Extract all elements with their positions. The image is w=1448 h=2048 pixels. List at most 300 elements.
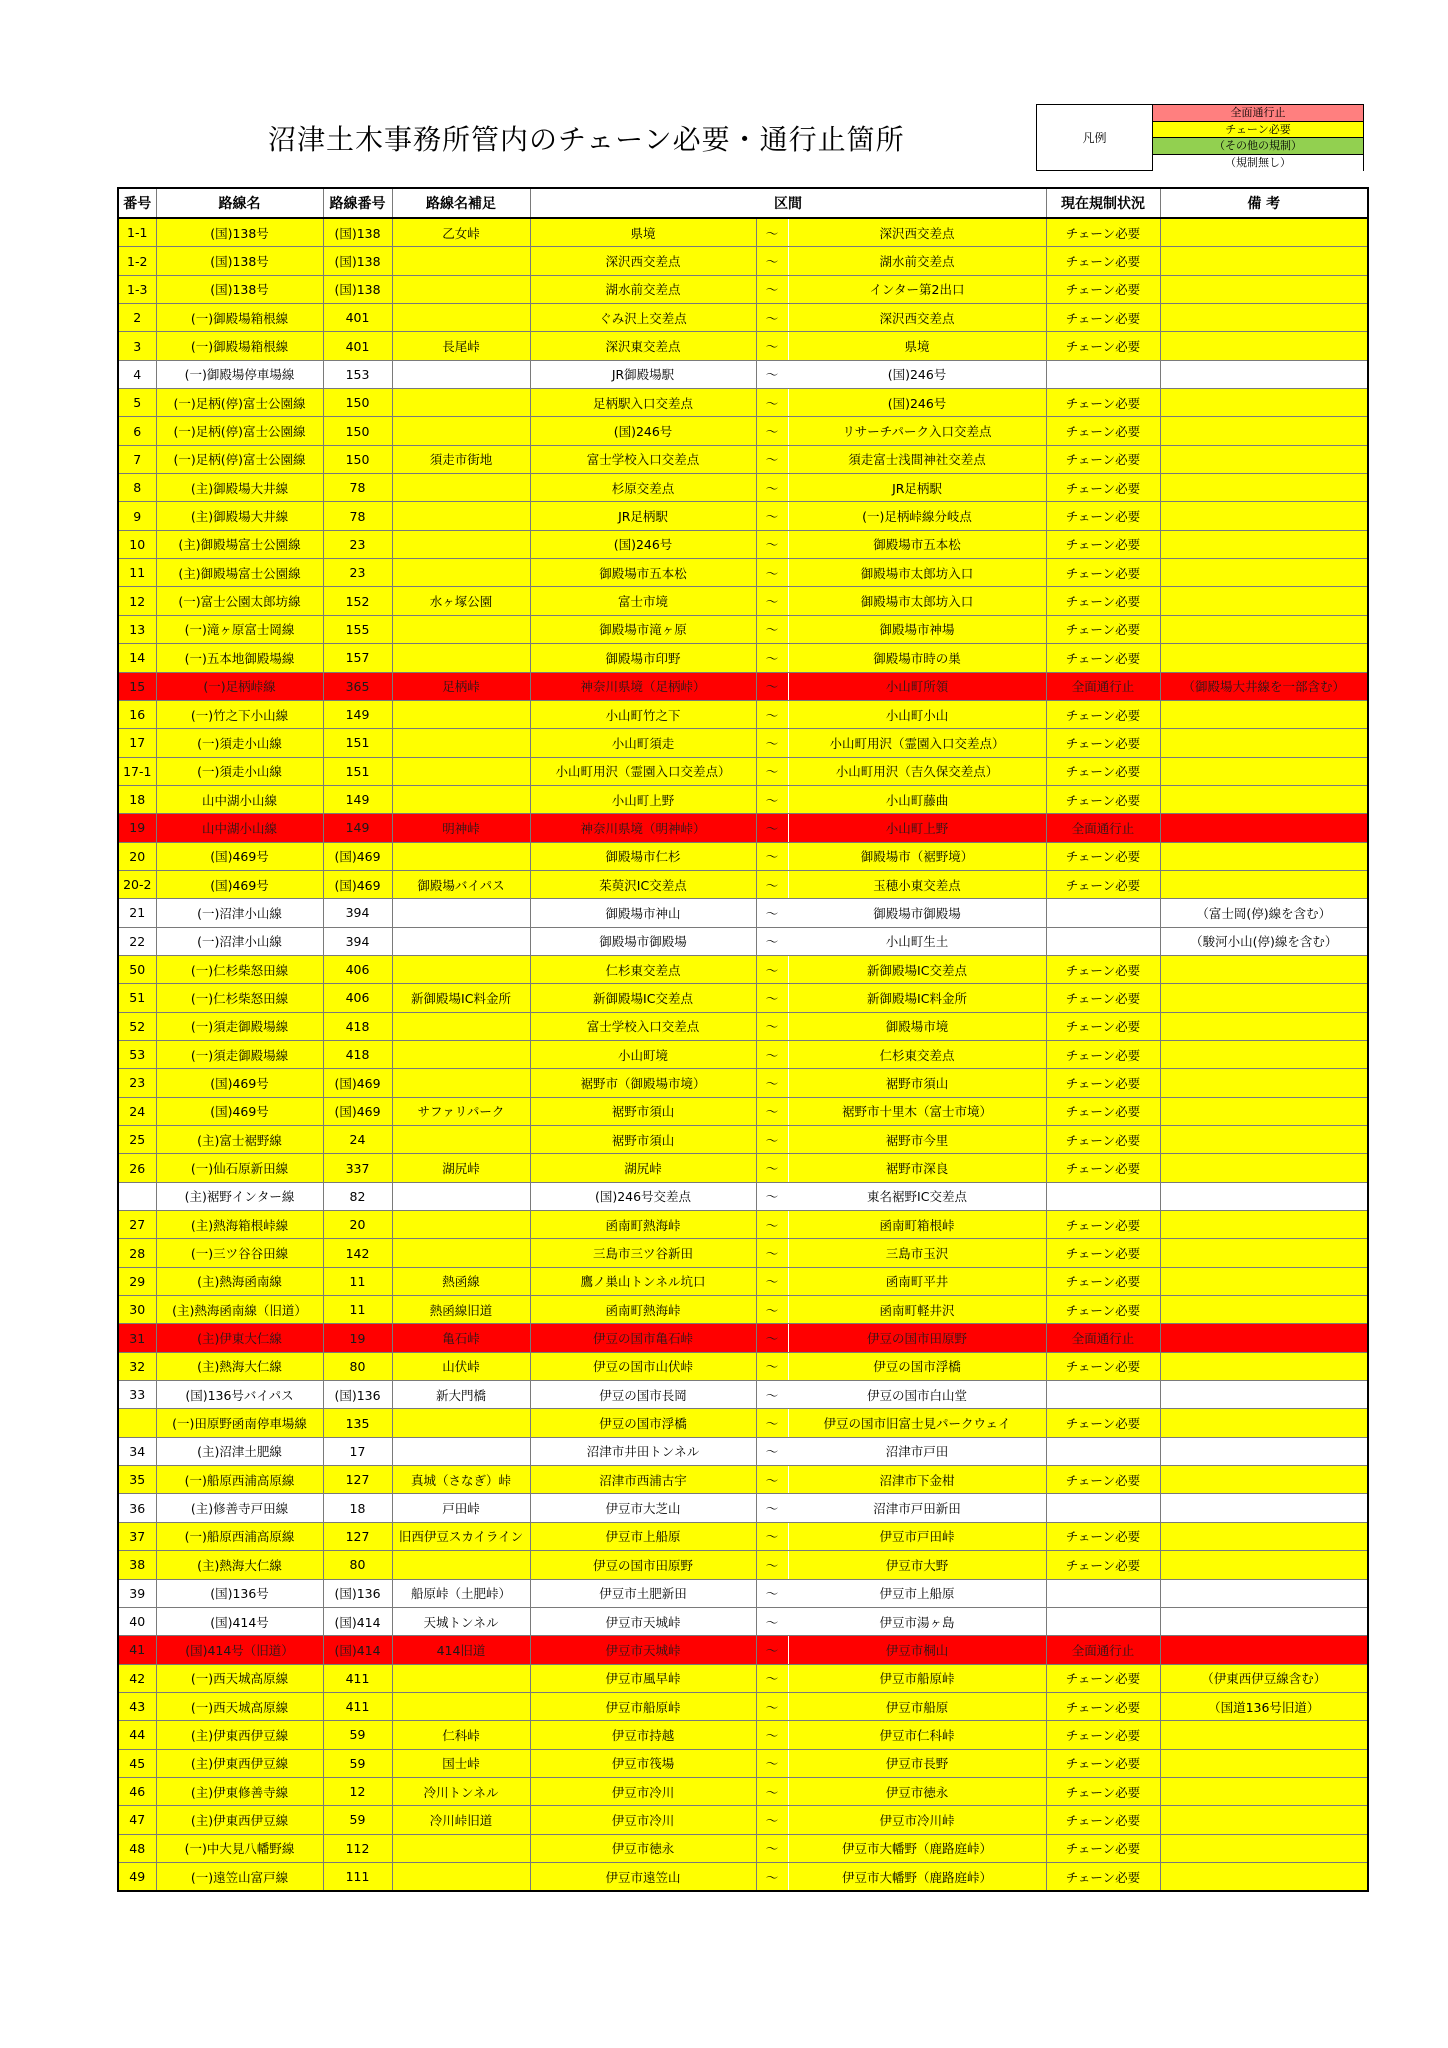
cell-section-to: 御殿場市神場 — [788, 615, 1046, 643]
cell-route-name: (国)138号 — [156, 218, 323, 247]
cell-number: 5 — [118, 389, 156, 417]
cell-section-to: 小山町生土 — [788, 927, 1046, 955]
cell-section-tilde: ～ — [756, 1466, 788, 1494]
cell-status: チェーン必要 — [1046, 1239, 1160, 1267]
table-header-row — [118, 188, 1368, 218]
cell-section-tilde: ～ — [756, 1522, 788, 1550]
cell-section-from: 伊豆市遠笠山 — [530, 1862, 756, 1891]
cell-remarks — [1160, 1012, 1368, 1040]
cell-section-tilde: ～ — [756, 1239, 788, 1267]
cell-number: 52 — [118, 1012, 156, 1040]
cell-route-name: (一)中大見八幡野線 — [156, 1834, 323, 1862]
cell-section-tilde: ～ — [756, 1636, 788, 1664]
cell-remarks — [1160, 1749, 1368, 1777]
legend-items — [1153, 105, 1363, 170]
cell-status — [1046, 360, 1160, 388]
cell-number: 12 — [118, 587, 156, 615]
cell-section-tilde: ～ — [756, 587, 788, 615]
cell-route-supplement: 御殿場バイパス — [392, 870, 530, 898]
cell-number: 46 — [118, 1777, 156, 1805]
cell-status — [1046, 927, 1160, 955]
cell-remarks — [1160, 955, 1368, 983]
cell-route-supplement — [392, 899, 530, 927]
cell-section-from: 御殿場市五本松 — [530, 559, 756, 587]
table-row — [118, 984, 1368, 1012]
cell-section-from: 小山町境 — [530, 1040, 756, 1068]
cell-section-tilde: ～ — [756, 218, 788, 247]
cell-route-code: 337 — [323, 1154, 392, 1182]
cell-remarks — [1160, 1862, 1368, 1891]
cell-section-tilde: ～ — [756, 1267, 788, 1295]
cell-section-tilde: ～ — [756, 1211, 788, 1239]
cell-section-from: 深沢西交差点 — [530, 247, 756, 275]
cell-section-tilde: ～ — [756, 870, 788, 898]
cell-section-tilde: ～ — [756, 1777, 788, 1805]
cell-number: 39 — [118, 1579, 156, 1607]
cell-section-tilde: ～ — [756, 389, 788, 417]
cell-route-code: 394 — [323, 927, 392, 955]
cell-section-from: 神奈川県境（足柄峠） — [530, 672, 756, 700]
cell-route-supplement: 乙女峠 — [392, 218, 530, 247]
cell-remarks — [1160, 1324, 1368, 1352]
cell-section-tilde: ～ — [756, 1862, 788, 1891]
cell-remarks — [1160, 445, 1368, 473]
cell-route-name: (一)西天城高原線 — [156, 1664, 323, 1692]
cell-status: チェーン必要 — [1046, 644, 1160, 672]
cell-route-name: (国)469号 — [156, 1097, 323, 1125]
cell-number: 1-2 — [118, 247, 156, 275]
table-row — [118, 304, 1368, 332]
cell-number: 18 — [118, 785, 156, 813]
cell-remarks — [1160, 389, 1368, 417]
table-row — [118, 332, 1368, 360]
cell-number: 15 — [118, 672, 156, 700]
cell-number: 37 — [118, 1522, 156, 1550]
cell-section-from: 伊豆の国市長岡 — [530, 1381, 756, 1409]
cell-section-tilde: ～ — [756, 1607, 788, 1635]
cell-section-to: 伊豆の国市田原野 — [788, 1324, 1046, 1352]
cell-route-code: (国)138 — [323, 218, 392, 247]
cell-section-tilde: ～ — [756, 247, 788, 275]
cell-route-name: (主)伊東西伊豆線 — [156, 1721, 323, 1749]
cell-remarks — [1160, 1069, 1368, 1097]
cell-route-name: 山中湖小山線 — [156, 814, 323, 842]
table-row — [118, 247, 1368, 275]
cell-route-name: (一)足柄峠線 — [156, 672, 323, 700]
cell-status: チェーン必要 — [1046, 984, 1160, 1012]
cell-remarks — [1160, 587, 1368, 615]
cell-status: チェーン必要 — [1046, 389, 1160, 417]
cell-route-name: (国)414号 — [156, 1607, 323, 1635]
cell-status: チェーン必要 — [1046, 1466, 1160, 1494]
cell-route-name: (一)三ツ谷谷田線 — [156, 1239, 323, 1267]
cell-section-to: 新御殿場IC料金所 — [788, 984, 1046, 1012]
cell-number: 30 — [118, 1296, 156, 1324]
table-row — [118, 559, 1368, 587]
cell-status — [1046, 1494, 1160, 1522]
cell-route-code: 59 — [323, 1806, 392, 1834]
cell-section-from: JR御殿場駅 — [530, 360, 756, 388]
cell-section-tilde: ～ — [756, 304, 788, 332]
cell-section-tilde: ～ — [756, 1296, 788, 1324]
cell-remarks — [1160, 1636, 1368, 1664]
cell-remarks — [1160, 1126, 1368, 1154]
cell-section-to: 裾野市十里木（富士市境） — [788, 1097, 1046, 1125]
cell-status: チェーン必要 — [1046, 729, 1160, 757]
cell-route-supplement: 戸田峠 — [392, 1494, 530, 1522]
cell-status: チェーン必要 — [1046, 1721, 1160, 1749]
cell-route-code: 23 — [323, 559, 392, 587]
cell-section-from: 神奈川県境（明神峠） — [530, 814, 756, 842]
cell-route-name: (一)滝ヶ原富士岡線 — [156, 615, 323, 643]
cell-status: チェーン必要 — [1046, 304, 1160, 332]
table-row — [118, 1296, 1368, 1324]
cell-route-code: (国)138 — [323, 247, 392, 275]
cell-number: 8 — [118, 474, 156, 502]
cell-section-from: 裾野市須山 — [530, 1097, 756, 1125]
cell-section-from: 伊豆市冷川 — [530, 1806, 756, 1834]
cell-route-code: 150 — [323, 389, 392, 417]
cell-route-name: (一)竹之下小山線 — [156, 700, 323, 728]
cell-section-to: 御殿場市（裾野境） — [788, 842, 1046, 870]
cell-section-tilde: ～ — [756, 1182, 788, 1210]
cell-section-from: 小山町竹之下 — [530, 700, 756, 728]
cell-number: 44 — [118, 1721, 156, 1749]
cell-route-code: (国)414 — [323, 1607, 392, 1635]
cell-route-supplement — [392, 474, 530, 502]
cell-route-code: 11 — [323, 1267, 392, 1295]
cell-remarks — [1160, 1607, 1368, 1635]
cell-status: チェーン必要 — [1046, 1409, 1160, 1437]
cell-section-tilde: ～ — [756, 332, 788, 360]
cell-route-code: 151 — [323, 729, 392, 757]
cell-section-tilde: ～ — [756, 1097, 788, 1125]
cell-route-name: (主)御殿場大井線 — [156, 502, 323, 530]
cell-remarks — [1160, 1239, 1368, 1267]
cell-route-code: 149 — [323, 785, 392, 813]
cell-section-to: 伊豆市桐山 — [788, 1636, 1046, 1664]
legend-item: （規制無し） — [1153, 155, 1363, 172]
cell-number: 16 — [118, 700, 156, 728]
cell-route-supplement: サファリパーク — [392, 1097, 530, 1125]
cell-section-tilde: ～ — [756, 1551, 788, 1579]
header-status: 現在規制状況 — [1046, 188, 1160, 218]
cell-section-from: ぐみ沢上交差点 — [530, 304, 756, 332]
table-row — [118, 360, 1368, 388]
table-row — [118, 218, 1368, 247]
cell-section-to: 玉穂小東交差点 — [788, 870, 1046, 898]
cell-remarks — [1160, 502, 1368, 530]
cell-route-supplement — [392, 389, 530, 417]
cell-section-from: 伊豆市筏場 — [530, 1749, 756, 1777]
cell-remarks — [1160, 1097, 1368, 1125]
cell-remarks — [1160, 1721, 1368, 1749]
cell-route-code: (国)469 — [323, 842, 392, 870]
cell-route-supplement — [392, 757, 530, 785]
cell-number: 53 — [118, 1040, 156, 1068]
cell-section-from: 裾野市須山 — [530, 1126, 756, 1154]
cell-route-supplement — [392, 785, 530, 813]
cell-route-code: (国)469 — [323, 870, 392, 898]
cell-number: 40 — [118, 1607, 156, 1635]
header-section: 区間 — [530, 188, 1046, 218]
cell-number: 22 — [118, 927, 156, 955]
cell-section-to: 小山町用沢（霊園入口交差点） — [788, 729, 1046, 757]
cell-number: 31 — [118, 1324, 156, 1352]
cell-remarks — [1160, 1437, 1368, 1465]
cell-route-code: 150 — [323, 445, 392, 473]
cell-section-from: 裾野市（御殿場市境） — [530, 1069, 756, 1097]
table-row — [118, 757, 1368, 785]
cell-remarks — [1160, 729, 1368, 757]
cell-section-tilde: ～ — [756, 445, 788, 473]
cell-section-from: 沼津市西浦古宇 — [530, 1466, 756, 1494]
cell-status: チェーン必要 — [1046, 1126, 1160, 1154]
table-row — [118, 1409, 1368, 1437]
cell-remarks — [1160, 1381, 1368, 1409]
cell-section-tilde: ～ — [756, 1749, 788, 1777]
cell-route-name: (主)伊東西伊豆線 — [156, 1749, 323, 1777]
cell-route-supplement — [392, 559, 530, 587]
cell-section-to: 裾野市深良 — [788, 1154, 1046, 1182]
cell-status: チェーン必要 — [1046, 1296, 1160, 1324]
table-row — [118, 389, 1368, 417]
cell-section-from: (国)246号 — [530, 530, 756, 558]
cell-number — [118, 1182, 156, 1210]
cell-route-supplement: 新大門橋 — [392, 1381, 530, 1409]
cell-section-from: 小山町上野 — [530, 785, 756, 813]
cell-section-to: 新御殿場IC交差点 — [788, 955, 1046, 983]
cell-route-supplement — [392, 304, 530, 332]
cell-route-name: (主)富士裾野線 — [156, 1126, 323, 1154]
cell-route-code: 80 — [323, 1352, 392, 1380]
header-route-supplement: 路線名補足 — [392, 188, 530, 218]
cell-section-from: 函南町熱海峠 — [530, 1211, 756, 1239]
cell-route-name: (国)138号 — [156, 247, 323, 275]
cell-route-supplement: 長尾峠 — [392, 332, 530, 360]
cell-section-from: 新御殿場IC交差点 — [530, 984, 756, 1012]
cell-remarks — [1160, 1494, 1368, 1522]
cell-section-to: 小山町所領 — [788, 672, 1046, 700]
cell-section-from: 富士市境 — [530, 587, 756, 615]
cell-number: 49 — [118, 1862, 156, 1891]
cell-number: 24 — [118, 1097, 156, 1125]
cell-status — [1046, 899, 1160, 927]
cell-route-name: (国)136号 — [156, 1579, 323, 1607]
cell-section-to: (一)足柄峠線分岐点 — [788, 502, 1046, 530]
cell-status: チェーン必要 — [1046, 615, 1160, 643]
cell-route-name: (一)仁杉柴怒田線 — [156, 984, 323, 1012]
table-row — [118, 1239, 1368, 1267]
cell-route-name: (一)遠笠山富戸線 — [156, 1862, 323, 1891]
cell-route-code: 78 — [323, 474, 392, 502]
cell-number: 34 — [118, 1437, 156, 1465]
table-row — [118, 502, 1368, 530]
cell-remarks — [1160, 870, 1368, 898]
cell-section-to: 伊豆市大幡野（鹿路庭峠） — [788, 1834, 1046, 1862]
table-row — [118, 1522, 1368, 1550]
cell-section-tilde: ～ — [756, 1012, 788, 1040]
table-row — [118, 445, 1368, 473]
cell-route-name: (一)五本地御殿場線 — [156, 644, 323, 672]
table-row — [118, 700, 1368, 728]
cell-section-to: 沼津市戸田新田 — [788, 1494, 1046, 1522]
cell-status: チェーン必要 — [1046, 502, 1160, 530]
cell-route-supplement — [392, 1040, 530, 1068]
cell-status: チェーン必要 — [1046, 955, 1160, 983]
cell-section-to: (国)246号 — [788, 389, 1046, 417]
table-row — [118, 1551, 1368, 1579]
cell-section-to: 伊豆の国市浮橋 — [788, 1352, 1046, 1380]
cell-number: 25 — [118, 1126, 156, 1154]
table-row — [118, 1749, 1368, 1777]
table-row — [118, 1267, 1368, 1295]
cell-route-supplement: 仁科峠 — [392, 1721, 530, 1749]
cell-section-tilde: ～ — [756, 1040, 788, 1068]
cell-route-supplement — [392, 927, 530, 955]
table-row — [118, 1692, 1368, 1720]
cell-route-supplement — [392, 615, 530, 643]
cell-section-to: 伊豆市徳永 — [788, 1777, 1046, 1805]
cell-section-to: 裾野市今里 — [788, 1126, 1046, 1154]
cell-status — [1046, 1381, 1160, 1409]
table-row — [118, 1211, 1368, 1239]
cell-section-tilde: ～ — [756, 955, 788, 983]
cell-route-name: (主)伊東修善寺線 — [156, 1777, 323, 1805]
cell-status: チェーン必要 — [1046, 785, 1160, 813]
cell-status: チェーン必要 — [1046, 1267, 1160, 1295]
cell-route-name: (一)仁杉柴怒田線 — [156, 955, 323, 983]
cell-section-tilde: ～ — [756, 474, 788, 502]
cell-status: チェーン必要 — [1046, 218, 1160, 247]
cell-route-code: 153 — [323, 360, 392, 388]
cell-remarks — [1160, 700, 1368, 728]
table-row — [118, 1381, 1368, 1409]
table-row — [118, 1834, 1368, 1862]
cell-number: 10 — [118, 530, 156, 558]
cell-section-tilde: ～ — [756, 1834, 788, 1862]
cell-status: チェーン必要 — [1046, 332, 1160, 360]
cell-number: 42 — [118, 1664, 156, 1692]
cell-route-name: (主)熱海大仁線 — [156, 1551, 323, 1579]
cell-route-name: (主)沼津土肥線 — [156, 1437, 323, 1465]
cell-route-name: (主)御殿場富士公園線 — [156, 559, 323, 587]
cell-route-code: 401 — [323, 332, 392, 360]
cell-route-code: 111 — [323, 1862, 392, 1891]
cell-route-code: 149 — [323, 814, 392, 842]
table-row — [118, 1126, 1368, 1154]
header-number: 番号 — [118, 188, 156, 218]
cell-status: チェーン必要 — [1046, 1862, 1160, 1891]
cell-section-tilde: ～ — [756, 502, 788, 530]
cell-route-supplement — [392, 1239, 530, 1267]
cell-section-tilde: ～ — [756, 899, 788, 927]
cell-route-code: 149 — [323, 700, 392, 728]
cell-section-tilde: ～ — [756, 927, 788, 955]
cell-route-code: 23 — [323, 530, 392, 558]
cell-number: 38 — [118, 1551, 156, 1579]
cell-route-supplement: 亀石峠 — [392, 1324, 530, 1352]
cell-section-tilde: ～ — [756, 1409, 788, 1437]
cell-route-code: 20 — [323, 1211, 392, 1239]
cell-section-to: 伊豆市戸田峠 — [788, 1522, 1046, 1550]
cell-route-supplement — [392, 955, 530, 983]
cell-status: チェーン必要 — [1046, 1777, 1160, 1805]
cell-route-supplement: 冷川峠旧道 — [392, 1806, 530, 1834]
cell-route-name: (国)469号 — [156, 1069, 323, 1097]
table-row — [118, 1437, 1368, 1465]
cell-section-to: 函南町軽井沢 — [788, 1296, 1046, 1324]
cell-section-to: 伊豆市船原 — [788, 1692, 1046, 1720]
cell-number: 13 — [118, 615, 156, 643]
cell-status — [1046, 1579, 1160, 1607]
cell-status: チェーン必要 — [1046, 1834, 1160, 1862]
cell-route-supplement — [392, 360, 530, 388]
cell-section-from: 伊豆市船原峠 — [530, 1692, 756, 1720]
cell-route-code: 152 — [323, 587, 392, 615]
cell-number: 2 — [118, 304, 156, 332]
cell-number: 19 — [118, 814, 156, 842]
cell-section-from: 伊豆の国市浮橋 — [530, 1409, 756, 1437]
cell-number: 26 — [118, 1154, 156, 1182]
cell-number: 29 — [118, 1267, 156, 1295]
cell-remarks — [1160, 1211, 1368, 1239]
cell-route-code: 365 — [323, 672, 392, 700]
table-row — [118, 1352, 1368, 1380]
table-row — [118, 1721, 1368, 1749]
cell-route-supplement: 明神峠 — [392, 814, 530, 842]
cell-section-from: 伊豆市土肥新田 — [530, 1579, 756, 1607]
cell-route-code: 406 — [323, 984, 392, 1012]
cell-section-to: 深沢西交差点 — [788, 218, 1046, 247]
cell-route-name: (一)御殿場箱根線 — [156, 332, 323, 360]
cell-section-to: JR足柄駅 — [788, 474, 1046, 502]
cell-section-from: 県境 — [530, 218, 756, 247]
cell-remarks — [1160, 275, 1368, 303]
cell-number: 43 — [118, 1692, 156, 1720]
cell-section-from: 深沢東交差点 — [530, 332, 756, 360]
cell-remarks: （富士岡(停)線を含む） — [1160, 899, 1368, 927]
cell-number: 6 — [118, 417, 156, 445]
cell-number: 7 — [118, 445, 156, 473]
cell-route-code: 17 — [323, 1437, 392, 1465]
table-row — [118, 1182, 1368, 1210]
cell-route-name: (国)414号（旧道） — [156, 1636, 323, 1664]
cell-section-tilde: ～ — [756, 615, 788, 643]
cell-section-from: 伊豆の国市山伏峠 — [530, 1352, 756, 1380]
cell-status: 全面通行止 — [1046, 672, 1160, 700]
table-row — [118, 1069, 1368, 1097]
cell-status: チェーン必要 — [1046, 1806, 1160, 1834]
cell-route-name: (一)田原野函南停車場線 — [156, 1409, 323, 1437]
table-row — [118, 1097, 1368, 1125]
cell-section-tilde: ～ — [756, 1437, 788, 1465]
cell-route-code: 78 — [323, 502, 392, 530]
cell-status: チェーン必要 — [1046, 275, 1160, 303]
cell-status: チェーン必要 — [1046, 757, 1160, 785]
cell-route-name: (主)熱海函南線 — [156, 1267, 323, 1295]
cell-status: チェーン必要 — [1046, 700, 1160, 728]
cell-section-to: 御殿場市五本松 — [788, 530, 1046, 558]
cell-remarks — [1160, 1182, 1368, 1210]
table-row — [118, 870, 1368, 898]
cell-section-tilde: ～ — [756, 1721, 788, 1749]
table-row — [118, 1040, 1368, 1068]
cell-section-from: 小山町須走 — [530, 729, 756, 757]
cell-section-to: 伊豆市上船原 — [788, 1579, 1046, 1607]
cell-number: 50 — [118, 955, 156, 983]
cell-remarks — [1160, 218, 1368, 247]
